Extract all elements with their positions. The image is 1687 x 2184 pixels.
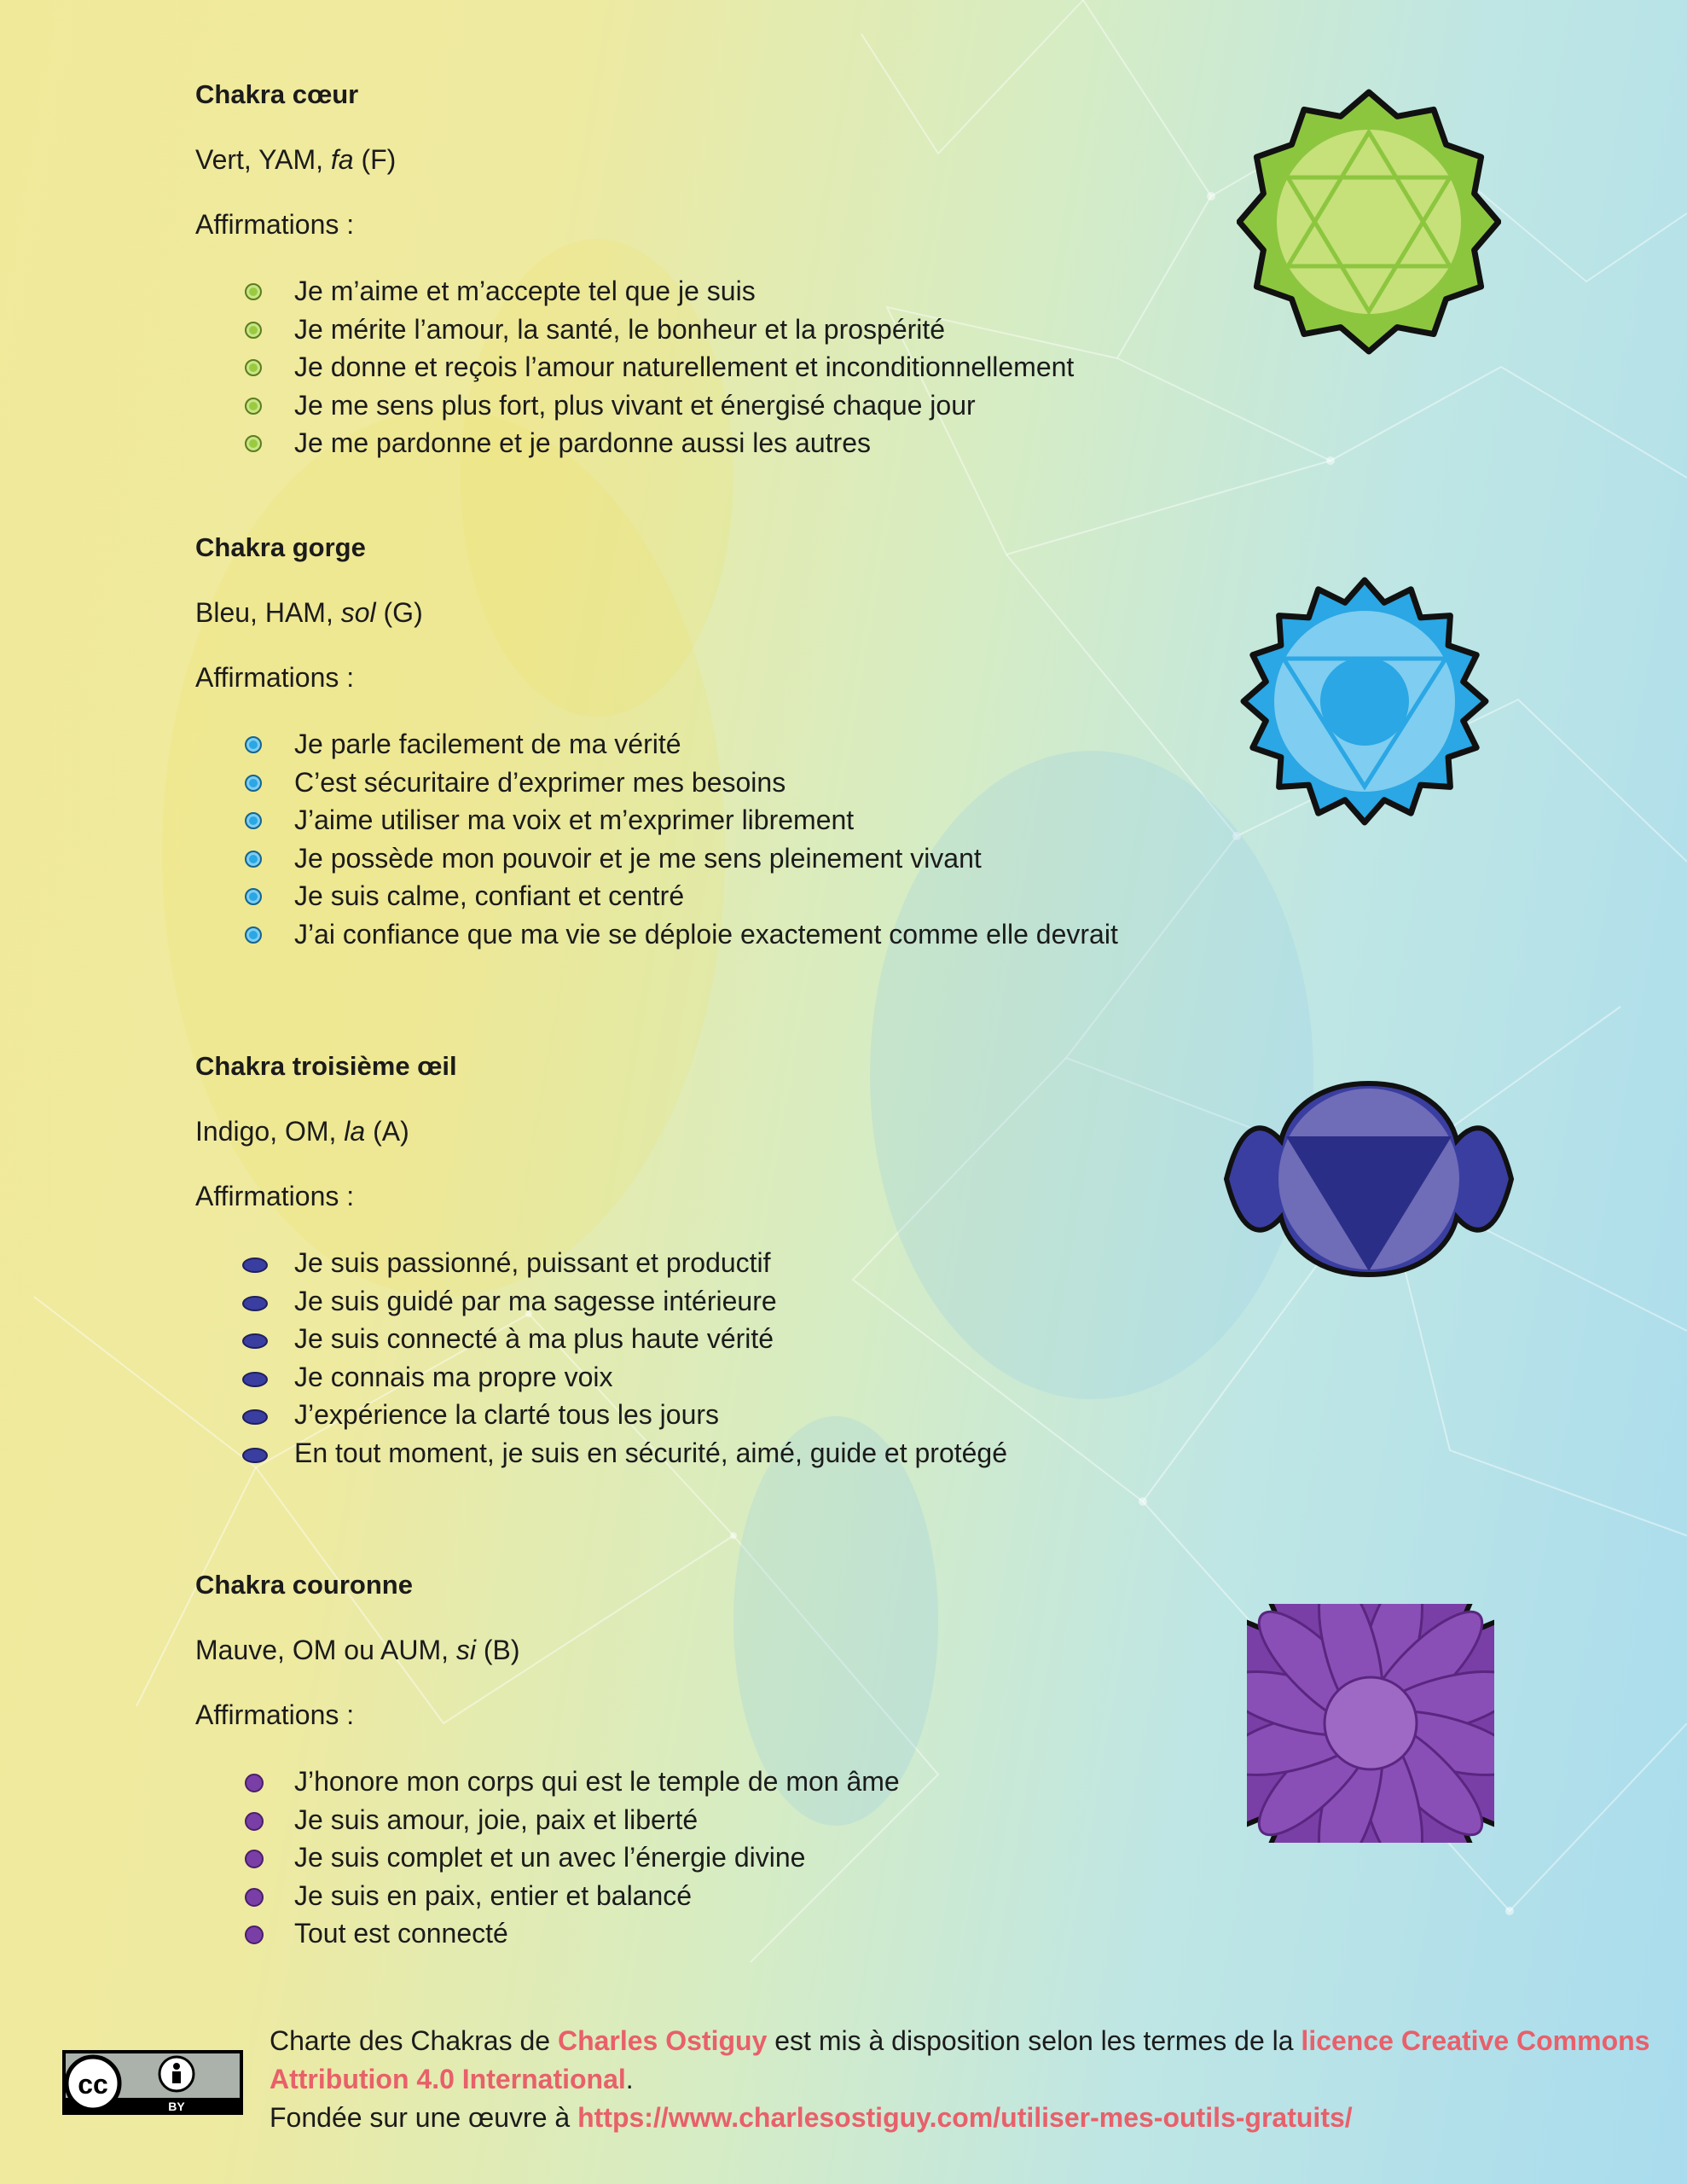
list-item: Tout est connecté <box>245 1914 1185 1953</box>
section-title: Chakra troisième œil <box>195 1051 457 1081</box>
bullet-icon <box>245 1850 264 1868</box>
cc-badge-text: cc <box>78 2069 108 2100</box>
bullet-icon <box>245 888 262 905</box>
by-badge-text: BY <box>168 2100 185 2113</box>
list-item: J’aime utiliser ma voix et m’exprimer librement <box>245 801 1185 839</box>
list-item: Je me pardonne et je pardonne aussi les autres <box>245 424 1185 462</box>
source-url-link[interactable]: https://www.charlesostiguy.com/utiliser-mes-outils-gratuits/ <box>577 2102 1353 2133</box>
license-link[interactable]: licence Creative Commons Attribution 4.0 International <box>270 2025 1650 2094</box>
bullet-icon <box>242 1296 268 1311</box>
crown-chakra-icon <box>1247 1604 1494 1843</box>
bullet-icon <box>245 1812 264 1831</box>
section-title: Chakra cœur <box>195 79 359 109</box>
bullet-icon <box>245 926 262 944</box>
bullet-icon <box>245 851 262 868</box>
chakra-section-throat <box>195 531 1185 954</box>
third-eye-chakra-icon <box>1220 1077 1518 1281</box>
bullet-icon <box>242 1372 268 1387</box>
chakra-attributes: Bleu, HAM, sol (G) <box>195 597 423 628</box>
source-line: Fondée sur une œuvre à https://www.charlesostiguy.com/utiliser-mes-outils-gratuits/ <box>270 2102 1353 2133</box>
bullet-icon <box>245 398 262 415</box>
list-item: Je suis calme, confiant et centré <box>245 877 1185 915</box>
list-item: Je possède mon pouvoir et je me sens pleinement vivant <box>245 839 1185 878</box>
list-item: Je suis amour, joie, paix et liberté <box>245 1801 1185 1839</box>
section-title: Chakra couronne <box>195 1570 413 1600</box>
bullet-icon <box>245 435 262 452</box>
affirmations-label: Affirmations : <box>195 662 355 693</box>
list-item: C’est sécuritaire d’exprimer mes besoins <box>245 764 1185 802</box>
cc-by-license-badge[interactable] <box>61 2049 244 2116</box>
bullet-icon <box>245 736 262 753</box>
list-item: J’honore mon corps qui est le temple de mon âme <box>245 1763 1185 1801</box>
license-footer <box>270 2022 1651 2137</box>
affirmation-list <box>195 1244 1185 1472</box>
chakra-attributes: Vert, YAM, fa (F) <box>195 144 397 175</box>
list-item: Je suis en paix, entier et balancé <box>245 1877 1185 1915</box>
list-item: J’ai confiance que ma vie se déploie exactement comme elle devrait <box>245 915 1185 954</box>
list-item: Je suis complet et un avec l’énergie divine <box>245 1838 1185 1877</box>
license-line: Charte des Chakras de Charles Ostiguy est mis à disposition selon les termes de la licence Creative Commons Attribution 4.0 International. <box>270 2025 1650 2094</box>
list-item: Je me sens plus fort, plus vivant et énergisé chaque jour <box>245 386 1185 425</box>
throat-chakra-icon <box>1237 573 1493 829</box>
bullet-icon <box>245 283 262 300</box>
bullet-icon <box>242 1448 268 1463</box>
bullet-icon <box>245 775 262 792</box>
author-link[interactable]: Charles Ostiguy <box>557 2025 768 2056</box>
list-item: Je mérite l’amour, la santé, le bonheur et la prospérité <box>245 311 1185 349</box>
affirmations-label: Affirmations : <box>195 209 355 240</box>
bullet-icon <box>245 1926 264 1944</box>
list-item: Je suis guidé par ma sagesse intérieure <box>245 1282 1185 1321</box>
list-item: Je suis connecté à ma plus haute vérité <box>245 1320 1185 1358</box>
bullet-icon <box>242 1258 268 1273</box>
list-item: Je donne et reçois l’amour naturellement et inconditionnellement <box>245 348 1185 386</box>
list-item: Je suis passionné, puissant et productif <box>245 1244 1185 1282</box>
section-title: Chakra gorge <box>195 532 366 562</box>
list-item: Je m’aime et m’accepte tel que je suis <box>245 272 1185 311</box>
affirmation-list <box>195 725 1185 954</box>
chakra-attributes: Mauve, OM ou AUM, si (B) <box>195 1635 520 1665</box>
bullet-icon <box>245 812 262 829</box>
bullet-icon <box>245 359 262 376</box>
bullet-icon <box>245 1888 264 1907</box>
chakra-section-crown <box>195 1568 1185 1953</box>
bullet-icon <box>245 1774 264 1792</box>
chakra-section-third-eye <box>195 1049 1185 1472</box>
list-item: J’expérience la clarté tous les jours <box>245 1396 1185 1434</box>
chakra-section-heart <box>195 78 1185 462</box>
chakra-attributes: Indigo, OM, la (A) <box>195 1116 409 1147</box>
affirmation-list <box>195 272 1185 462</box>
list-item: En tout moment, je suis en sécurité, aimé, guide et protégé <box>245 1434 1185 1472</box>
bullet-icon <box>242 1333 268 1349</box>
affirmation-list <box>195 1763 1185 1953</box>
affirmations-label: Affirmations : <box>195 1181 355 1211</box>
affirmations-label: Affirmations : <box>195 1699 355 1730</box>
list-item: Je connais ma propre voix <box>245 1358 1185 1397</box>
bullet-icon <box>245 322 262 339</box>
bullet-icon <box>242 1409 268 1425</box>
heart-chakra-icon <box>1237 85 1501 358</box>
list-item: Je parle facilement de ma vérité <box>245 725 1185 764</box>
